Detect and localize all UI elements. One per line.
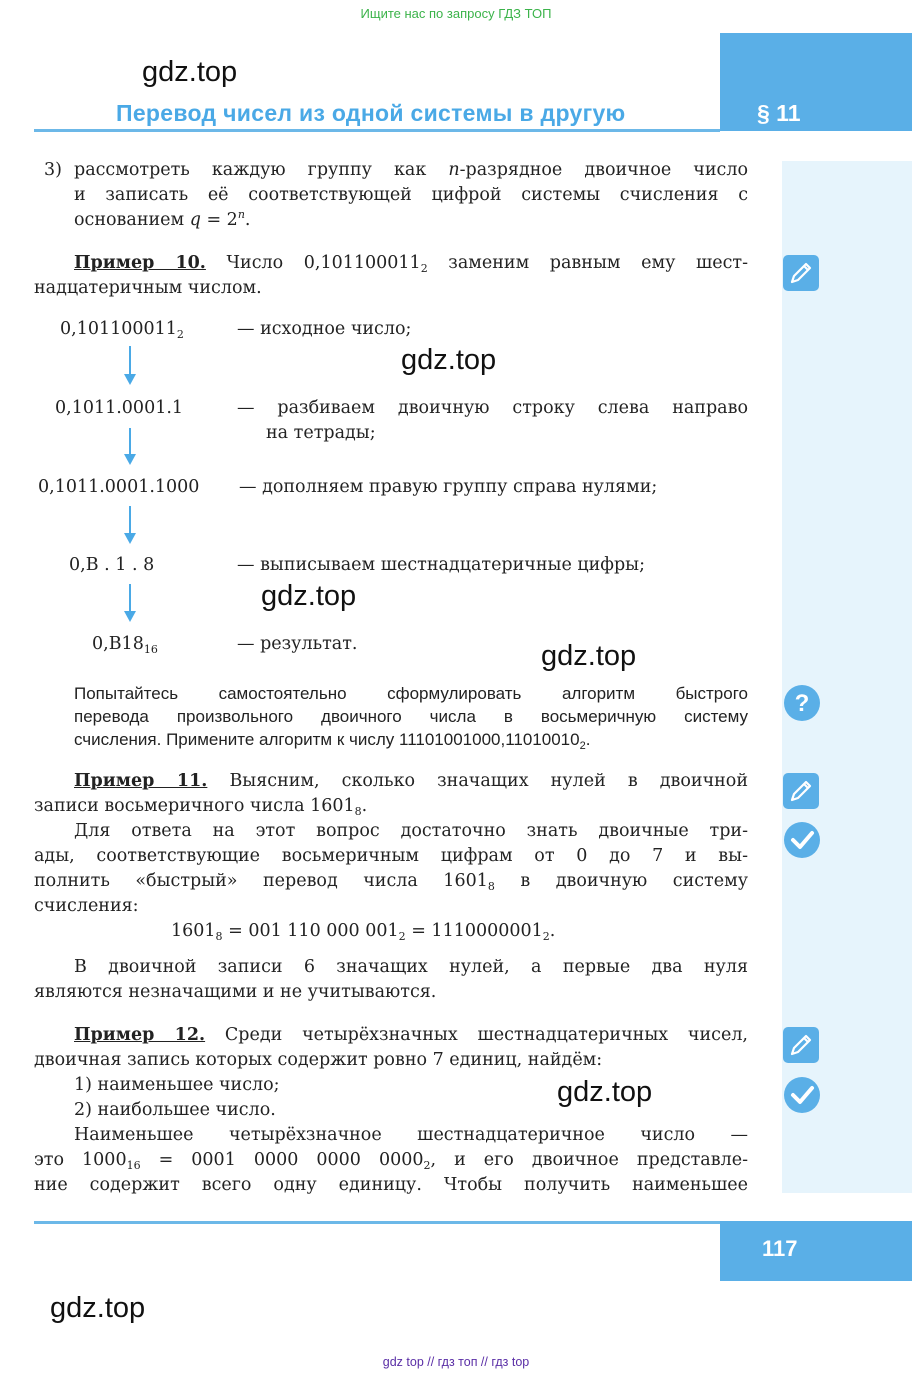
svg-text:?: ? [794,690,810,717]
question-line1: Попытайтесь самостоятельно сформулировать алгоритм быстрого [74,684,748,703]
watermark: gdz.top [142,56,238,88]
example11-p2-line2: ады, соответствующие восьмеричным цифрам от 0 до 7 и вы- [34,846,748,866]
pencil-icon [782,254,820,292]
watermark: gdz.top [401,344,497,376]
example11-p2-line1: Для ответа на этот вопрос достаточно знать двоичные три- [74,821,748,841]
pencil-icon [782,772,820,810]
question-line2: перевода произвольного двоичного числа в восьмеричную систему [74,707,748,726]
header-section-box [720,33,912,131]
step-value: $0,101100011_2$ [60,319,184,341]
example11-line1: Пример 11. Выясним, сколько значащих нулей в двоичной [74,771,749,791]
example12-line2: двоичная запись которых содержит ровно 7 единиц, найдём: [34,1050,603,1070]
step-desc: — результат. [237,634,358,654]
check-icon [783,821,821,859]
step3-line1: рассмотреть каждую группу как n-разрядное двоичное число [74,160,748,180]
down-arrow-icon [129,584,131,611]
arrow-head [124,374,136,385]
example11-p3-line2: являются незначащими и не учитываются. [34,982,437,1002]
watermark: gdz.top [557,1076,653,1108]
step-desc: — дополняем правую группу справа нулями; [239,477,658,497]
step-value: 0,1011.0001.1000 [38,477,200,497]
example11-p2-line4: счисления: [34,896,139,916]
page-title: Перевод чисел из одной системы в другую [116,100,626,126]
example12-line1: Пример 12. Среди четырёхзначных шестнадцатеричных чисел, [74,1025,748,1045]
section-number: § 11 [757,100,801,126]
bottom-links[interactable]: gdz top // гдз топ // гдз top [382,1355,530,1369]
step-value: 0,1011.0001.1 [55,398,184,418]
example11-line2: записи восьмеричного числа $1601_8$. [34,796,368,818]
example11-p2-line3: полнить «быстрый» перевод числа $1601_8$ в двоичную систему [34,871,748,893]
question-icon [783,684,821,722]
down-arrow-icon [129,506,131,533]
example12-p2-line1: Наименьшее четырёхзначное шестнадцатеричное число — [74,1125,748,1145]
arrow-head [124,454,136,465]
list-item: 1) наименьшее число; [74,1075,280,1095]
step3-line2: и записать её соответствующей цифрой системы счисления с [74,185,748,205]
step3-line3: основанием $q = 2^n$. [74,208,251,230]
header-divider [34,129,720,132]
footer-divider [34,1221,720,1224]
step-desc: — исходное число; [237,319,412,339]
example11-p3-line1: В двоичной записи 6 значащих нулей, а первые два нуля [74,957,748,977]
arrow-head [124,611,136,622]
page-number: 117 [762,1236,798,1261]
example10-line2: надцатеричным числом. [34,278,262,298]
example10-line1: Пример 10. Число $0,101100011_2$ заменим равным ему шест- [74,253,748,275]
question-line3: счисления. Примените алгоритм к числу $11101001000,11010010_2$. [74,730,591,752]
step-value: $0,B18_{16}$ [92,634,158,656]
example12-p2-line2: это $1000_{16} = 0001$ 0000 0000 $0000_2$, и его двоичное представле- [34,1150,748,1172]
arrow-head [124,533,136,544]
step-desc: — разбиваем двоичную строку слева направо [237,398,748,418]
list-number: 3) [44,160,62,180]
list-item: 2) наибольшее число. [74,1100,276,1120]
pencil-icon [782,1026,820,1064]
watermark: gdz.top [541,640,637,672]
step-desc-cont: на тетрады; [266,423,376,443]
example12-p2-line3: ние содержит всего одну единицу. Чтобы получить наименьшее [34,1175,748,1195]
down-arrow-icon [129,428,131,454]
watermark: gdz.top [261,580,357,612]
watermark: gdz.top [50,1292,146,1324]
down-arrow-icon [129,346,131,374]
footer-page-box [720,1221,912,1281]
top-search-link[interactable]: Ищите нас по запросу ГДЗ ТОП [360,6,552,21]
step-desc: — выписываем шестнадцатеричные цифры; [237,555,646,575]
step-value: 0,B . 1 . 8 [69,555,155,575]
formula: $1601_8 = 001$ 110 000 $001_2 = 1110000001_2$. [171,921,556,943]
check-icon [783,1076,821,1114]
